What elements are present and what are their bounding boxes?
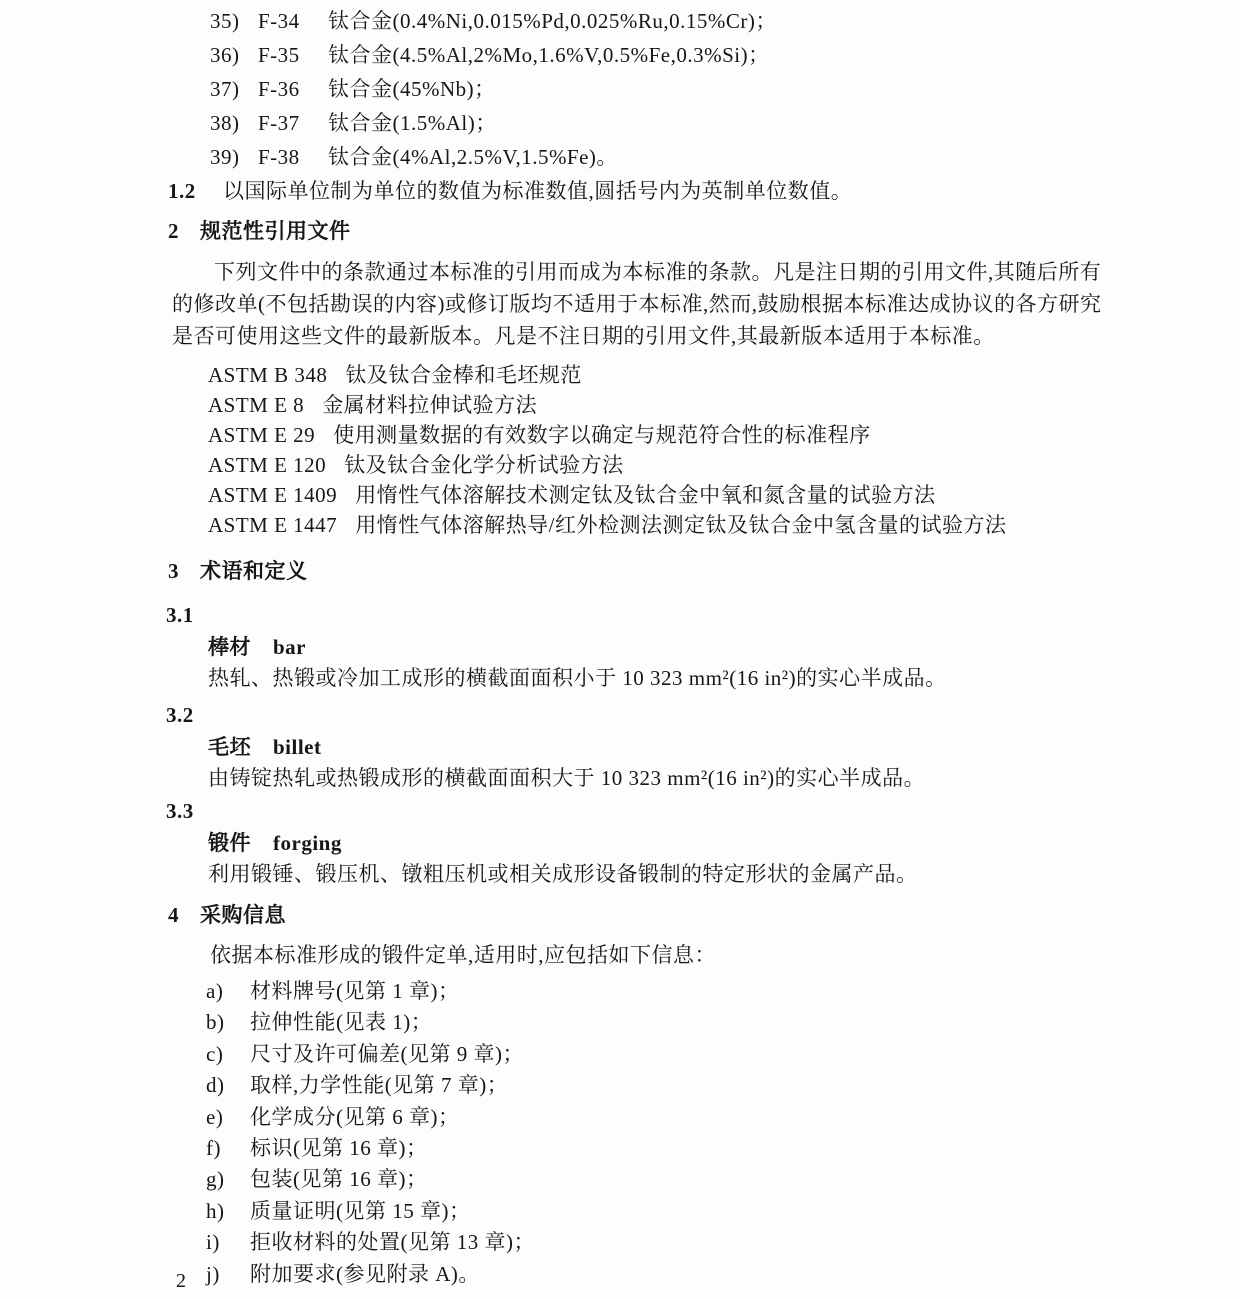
ordered-item [206,1133,1240,1164]
item-letter: h) [206,1198,225,1223]
section-2-paragraph [172,256,1122,352]
item-text: 质量证明(见第 15 章)； [250,1198,471,1223]
term-definition: 热轧、热锻或冷加工成形的横截面面积小于 10 323 mm²(16 in²)的实心半成品。 [208,666,947,690]
section-4-heading [168,898,1240,932]
section-number: 4 [168,903,179,927]
item-text: 包装(见第 16 章)； [250,1167,428,1192]
alloy-list-item [210,4,1240,38]
reference-title: 使用测量数据的有效数字以确定与规范符合性的标准程序 [333,423,871,447]
term-entry [0,794,1240,890]
ordered-item [206,1102,1240,1133]
reference-code: ASTM E 1409 [208,483,338,507]
term-chinese: 毛坯 [208,735,251,759]
reference-title: 金属材料拉伸试验方法 [322,393,538,417]
normative-references-list [208,360,1240,540]
clause-1-2 [168,174,1240,208]
term-english: bar [273,635,306,659]
item-letter: d) [206,1073,225,1098]
reference-code: ASTM B 348 [208,363,328,387]
reference-item [208,390,1240,420]
reference-title: 用惰性气体溶解热导/红外检测法测定钛及钛合金中氢含量的试验方法 [355,513,1007,537]
ordered-item [206,1227,1240,1258]
section-3-heading [168,554,1240,588]
alloy-grade-code: F-36 [258,77,300,101]
alloy-composition: 钛合金(0.4%Ni,0.015%Pd,0.025%Ru,0.15%Cr)； [328,9,777,33]
list-item-number: 37) [210,77,240,101]
ordered-item [206,1007,1240,1038]
paragraph-line: 下列文件中的条款通过本标准的引用而成为本标准的条款。凡是注日期的引用文件,其随后所有 [214,260,1102,284]
alloy-grade-code: F-35 [258,43,300,67]
ordered-item [206,1039,1240,1070]
list-item-number: 38) [210,111,240,135]
term-clause-number: 3.3 [166,799,194,823]
section-number: 2 [168,219,179,243]
alloy-composition: 钛合金(1.5%Al)； [328,111,497,135]
reference-title: 钛及钛合金化学分析试验方法 [344,453,624,477]
section-title: 术语和定义 [200,559,308,583]
item-text: 拉伸性能(见表 1)； [250,1010,433,1035]
reference-item [208,480,1240,510]
term-chinese: 棒材 [208,635,251,659]
list-item-number: 35) [210,9,240,33]
alloy-list-item [210,106,1240,140]
section-title: 采购信息 [200,903,286,927]
page-number: 2 [176,1270,187,1292]
alloy-list-item [210,140,1240,174]
item-text: 拒收材料的处置(见第 13 章)； [250,1230,535,1255]
term-entry [0,598,1240,694]
ordered-item [206,1070,1240,1101]
item-text: 标识(见第 16 章)； [250,1135,428,1160]
term-english: forging [273,831,342,855]
item-letter: g) [206,1167,225,1192]
item-letter: j) [206,1261,220,1286]
item-letter: a) [206,979,224,1003]
term-line [208,732,1240,762]
clause-number: 1.2 [168,179,196,203]
alloy-composition: 钛合金(4%Al,2.5%V,1.5%Fe)。 [328,145,618,169]
section-number: 3 [168,559,179,583]
alloy-composition: 钛合金(4.5%Al,2%Mo,1.6%V,0.5%Fe,0.3%Si)； [328,43,770,67]
term-english: billet [273,735,322,759]
alloy-grade-code: F-34 [258,9,300,33]
term-entry [0,698,1240,794]
order-info-list [0,976,1240,1290]
reference-title: 钛及钛合金棒和毛坯规范 [345,363,582,387]
reference-item [208,450,1240,480]
term-line [208,828,1240,858]
ordered-item [206,1164,1240,1195]
item-text: 附加要求(参见附录 A)。 [250,1261,480,1286]
item-letter: i) [206,1230,220,1255]
term-clause-number: 3.1 [166,603,194,627]
list-item-number: 39) [210,145,240,169]
alloy-list-item [210,72,1240,106]
alloy-composition: 钛合金(45%Nb)； [328,77,496,101]
term-definition: 利用锻锤、锻压机、镦粗压机或相关成形设备锻制的特定形状的金属产品。 [208,862,918,886]
reference-item [208,360,1240,390]
item-letter: c) [206,1041,224,1066]
term-line [208,632,1240,662]
reference-code: ASTM E 120 [208,453,327,477]
item-letter: e) [206,1104,224,1129]
term-chinese: 锻件 [208,831,251,855]
section-4-intro: 依据本标准形成的锻件定单,适用时,应包括如下信息： [210,943,716,967]
reference-item [208,420,1240,450]
clause-text: 以国际单位制为单位的数值为标准数值,圆括号内为英制单位数值。 [223,179,853,203]
item-text: 尺寸及许可偏差(见第 9 章)； [250,1041,524,1066]
term-definition: 由铸锭热轧或热锻成形的横截面面积大于 10 323 mm²(16 in²)的实心半成品。 [208,766,926,790]
paragraph-line: 是否可使用这些文件的最新版本。凡是不注日期的引用文件,其最新版本适用于本标准。 [172,324,995,348]
item-text: 材料牌号(见第 1 章)； [250,979,460,1003]
reference-code: ASTM E 29 [208,423,316,447]
reference-code: ASTM E 1447 [208,513,338,537]
alloy-list-item [210,38,1240,72]
reference-item [208,510,1240,540]
item-text: 取样,力学性能(见第 7 章)； [250,1073,509,1098]
term-clause-number: 3.2 [166,703,194,727]
item-text: 化学成分(见第 6 章)； [250,1104,460,1129]
section-2-heading [168,214,1240,248]
reference-code: ASTM E 8 [208,393,305,417]
list-item-number: 36) [210,43,240,67]
section-title: 规范性引用文件 [200,219,351,243]
ordered-item [206,976,1240,1007]
ordered-item [206,1259,1240,1290]
alloy-grade-code: F-38 [258,145,300,169]
alloy-grade-code: F-37 [258,111,300,135]
ordered-item [206,1196,1240,1227]
paragraph-line: 的修改单(不包括勘误的内容)或修订版均不适用于本标准,然而,鼓励根据本标准达成协议的各方研究 [172,292,1102,316]
item-letter: b) [206,1010,225,1035]
item-letter: f) [206,1135,221,1160]
reference-title: 用惰性气体溶解技术测定钛及钛合金中氧和氮含量的试验方法 [355,483,936,507]
alloy-grade-list [210,4,1240,174]
